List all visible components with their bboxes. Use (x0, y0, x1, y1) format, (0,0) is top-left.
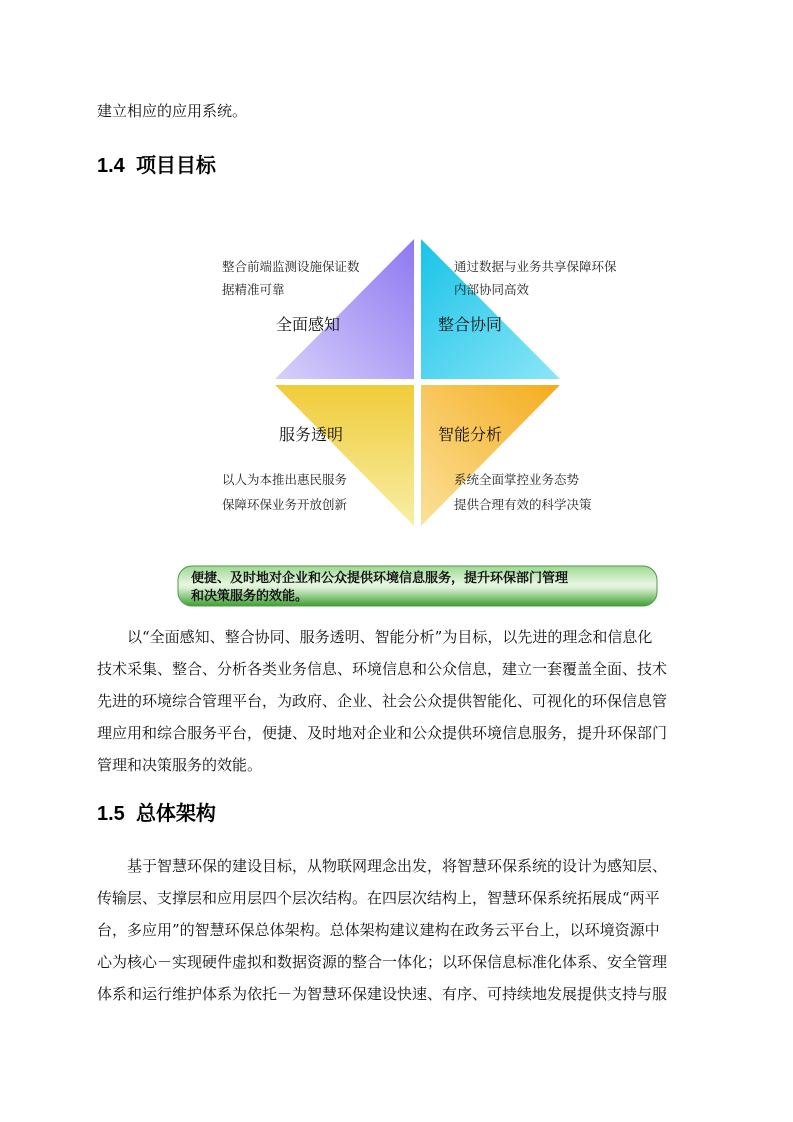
banner-text-line: 和决策服务的效能。 (191, 589, 309, 604)
quadrant-title: 智能分析 (438, 425, 503, 444)
paragraph-line: 理应用和综合服务平台，便捷、及时地对企业和公众提供环境信息服务，提升环保部门 (97, 724, 668, 742)
section-heading-1-5 (97, 802, 216, 826)
body-text-line: 建立相应的应用系统。 (97, 102, 248, 120)
quadrant-desc-line: 以人为本推出惠民服务 (222, 472, 348, 487)
quadrant-desc-line: 整合前端监测设施保证数 (222, 259, 360, 274)
quadrant-desc-line: 系统全面掌控业务态势 (454, 472, 580, 487)
paragraph-line: 基于智慧环保的建设目标，从物联网理念出发，将智慧环保系统的设计为感知层、 (127, 857, 668, 875)
quadrant-title: 服务透明 (279, 425, 344, 444)
quadrant-desc-line: 保障环保业务开放创新 (222, 497, 348, 512)
quadrant-title: 全面感知 (276, 315, 341, 334)
paragraph-line: 技术采集、整合、分析各类业务信息、环境信息和公众信息，建立一套覆盖全面、技术 (97, 660, 668, 678)
paragraph-line: 传输层、支撑层和应用层四个层次结构。在四层次结构上，智慧环保系统拓展成“两平 (97, 889, 660, 907)
paragraph-line: 管理和决策服务的效能。 (97, 756, 263, 774)
quadrant-desc-line: 通过数据与业务共享保障环保 (454, 259, 617, 274)
paragraph-line: 先进的环境综合管理平台，为政府、企业、社会公众提供智能化、可视化的环保信息管 (97, 692, 668, 710)
paragraph-line: 心为核心－实现硬件虚拟和数据资源的整合一体化；以环保信息标准化体系、安全管理 (97, 953, 668, 971)
quadrant-desc-line: 据精准可靠 (222, 282, 285, 297)
quadrant-title: 整合协同 (438, 315, 503, 334)
paragraph-line: 台，多应用”的智慧环保总体架构。总体架构建议建构在政务云平台上，以环境资源中 (97, 921, 660, 939)
banner-text-line: 便捷、及时地对企业和公众提供环境信息服务，提升环保部门管理 (191, 571, 569, 586)
section-number: 1.4 (97, 155, 125, 177)
section-number: 1.5 (97, 803, 125, 825)
paragraph-line: 体系和运行维护体系为依托－为智慧环保建设快速、有序、可持续地发展提供支持与服 (97, 985, 668, 1003)
section-title: 总体架构 (135, 803, 216, 825)
quadrant-desc-line: 内部协同高效 (454, 282, 530, 297)
section-heading-1-4 (97, 154, 216, 178)
quadrant-desc-line: 提供合理有效的科学决策 (454, 497, 592, 512)
paragraph-line: 以“全面感知、整合协同、服务透明、智能分析”为目标，以先进的理念和信息化 (127, 628, 653, 646)
section-title: 项目目标 (135, 155, 216, 177)
